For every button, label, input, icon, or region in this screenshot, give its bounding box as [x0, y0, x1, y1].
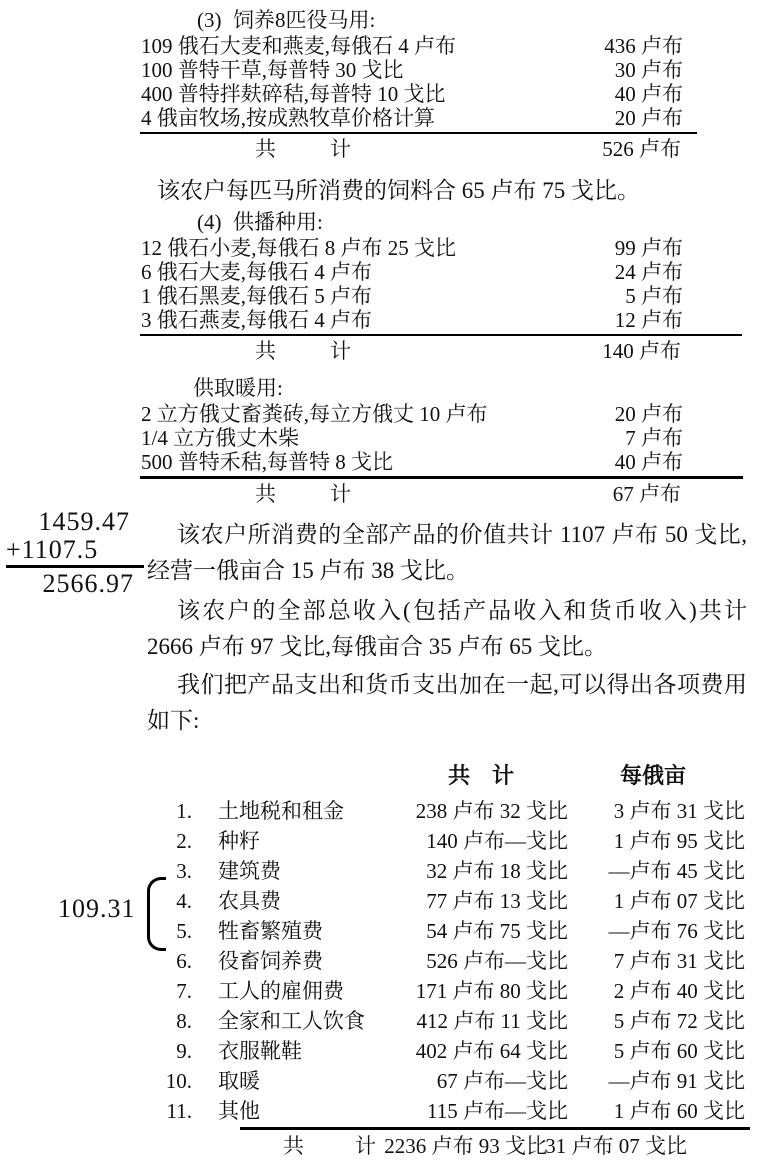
expense-per-dessiatine: 7 卢布 31 戈比 [613, 949, 745, 973]
table-row [0, 946, 759, 976]
section-number: (3) [197, 8, 222, 32]
grand-total-per-dessiatine: 31 卢布 07 戈比 [545, 1134, 687, 1158]
table-row [0, 402, 759, 426]
section-horse-feed [0, 6, 759, 164]
item-amount: 30 卢布 [614, 58, 683, 82]
table-row [0, 58, 759, 82]
table-row [0, 308, 759, 332]
total-label: 共 [255, 482, 276, 506]
table-row [0, 1066, 759, 1096]
total-row [0, 134, 759, 164]
line-item: 4 俄亩牧场,按成熟牧草价格计算 [141, 106, 435, 130]
row-number: 3. [176, 859, 192, 883]
total-label: 计 [355, 1134, 376, 1158]
table-row [0, 260, 759, 284]
section-seeds [0, 208, 759, 366]
grand-total-amount: 2236 卢布 93 戈比 [384, 1134, 547, 1158]
expense-total: 238 卢布 32 戈比 [415, 799, 568, 823]
row-number: 2. [176, 829, 192, 853]
expense-total: 402 卢布 64 戈比 [415, 1039, 568, 1063]
table-row [0, 34, 759, 58]
total-row [0, 479, 759, 509]
total-label: 共 [255, 137, 276, 161]
table-row [0, 450, 759, 474]
expense-per-dessiatine: 1 卢布 60 戈比 [613, 1099, 745, 1123]
expense-name: 其他 [218, 1099, 260, 1123]
line-item: 1/4 立方俄丈木柴 [141, 426, 300, 450]
row-number: 9. [176, 1039, 192, 1063]
margin-addend: 1459.47 [38, 507, 130, 536]
expense-per-dessiatine: —卢布 76 戈比 [608, 919, 745, 943]
expense-name: 衣服靴鞋 [218, 1039, 302, 1063]
table-row [0, 1036, 759, 1066]
expense-name: 牲畜繁殖费 [218, 919, 323, 943]
expense-total: 412 卢布 11 戈比 [416, 1009, 568, 1033]
expense-name: 建筑费 [218, 859, 281, 883]
line-item: 3 俄石燕麦,每俄石 4 卢布 [141, 308, 372, 332]
item-amount: 12 卢布 [614, 308, 683, 332]
column-header-total: 共 计 [448, 763, 515, 788]
item-amount: 7 卢布 [625, 426, 683, 450]
column-header-per-dessiatine: 每俄亩 [620, 763, 687, 788]
table-row [0, 1006, 759, 1036]
margin-addition-note [6, 508, 144, 598]
expense-summary-table [0, 762, 759, 1162]
paragraph-horse-feed: 该农户每匹马所消费的饲料合 65 卢布 75 戈比。 [157, 178, 640, 203]
table-row [0, 236, 759, 260]
expense-per-dessiatine: 1 卢布 95 戈比 [613, 829, 745, 853]
line-item: 12 俄石小麦,每俄石 8 卢布 25 戈比 [141, 236, 456, 260]
row-number: 7. [176, 979, 192, 1003]
table-row [0, 1096, 759, 1126]
total-amount: 526 卢布 [602, 137, 681, 161]
table-row [0, 976, 759, 1006]
item-amount: 40 卢布 [614, 450, 683, 474]
line-item: 100 普特干草,每普特 30 戈比 [141, 58, 404, 82]
table-row [0, 82, 759, 106]
line-item: 2 立方俄丈畜粪砖,每立方俄丈 10 卢布 [141, 402, 488, 426]
item-amount: 436 卢布 [604, 34, 683, 58]
expense-per-dessiatine: —卢布 45 戈比 [608, 859, 745, 883]
margin-sum-result: 2566.97 [42, 569, 134, 598]
table-row [0, 106, 759, 130]
item-amount: 99 卢布 [614, 236, 683, 260]
table-row [0, 426, 759, 450]
section-heading [0, 374, 759, 402]
row-number: 6. [176, 949, 192, 973]
table-row [0, 826, 759, 856]
total-label: 共 [283, 1134, 304, 1158]
expense-total: 77 卢布 13 戈比 [426, 889, 568, 913]
margin-number-note: 109.31 [58, 894, 136, 923]
table-row [0, 916, 759, 946]
expense-total: 526 卢布—戈比 [426, 949, 568, 973]
section-heading [0, 208, 759, 236]
section-title: 供播种用: [233, 210, 323, 234]
grand-total-row [0, 1130, 759, 1162]
table-row [0, 796, 759, 826]
expense-per-dessiatine: 2 卢布 40 戈比 [613, 979, 745, 1003]
item-amount: 24 卢布 [614, 260, 683, 284]
expense-total: 67 卢布—戈比 [436, 1069, 568, 1093]
row-number: 8. [176, 1009, 192, 1033]
expense-name: 取暖 [218, 1069, 260, 1093]
line-item: 500 普特禾秸,每普特 8 戈比 [141, 450, 393, 474]
total-amount: 140 卢布 [602, 339, 681, 363]
total-label: 共 [255, 339, 276, 363]
expense-name: 种籽 [218, 829, 260, 853]
row-number: 1. [176, 799, 192, 823]
expense-name: 土地税和租金 [218, 799, 344, 823]
section-heating [0, 374, 759, 509]
item-amount: 40 卢布 [614, 82, 683, 106]
total-label: 计 [330, 137, 351, 161]
expense-name: 役畜饲养费 [218, 949, 323, 973]
total-row [0, 336, 759, 366]
table-row [0, 856, 759, 886]
row-number: 4. [176, 889, 192, 913]
section-title: 供取暖用: [193, 376, 283, 400]
total-amount: 67 卢布 [612, 482, 681, 506]
expense-per-dessiatine: 3 卢布 31 戈比 [613, 799, 745, 823]
row-number: 5. [176, 919, 192, 943]
paragraph-product-value: 该农户所消费的全部产品的价值共计 1107 卢布 50 戈比,经营一俄亩合 15 卢布 38 戈比。 [147, 522, 747, 583]
expense-per-dessiatine: 5 卢布 72 戈比 [613, 1009, 745, 1033]
expense-per-dessiatine: —卢布 91 戈比 [608, 1069, 745, 1093]
expense-total: 140 卢布—戈比 [426, 829, 568, 853]
line-item: 109 俄石大麦和燕麦,每俄石 4 卢布 [141, 34, 456, 58]
expense-total: 171 卢布 80 戈比 [415, 979, 568, 1003]
line-item: 1 俄石黑麦,每俄石 5 卢布 [141, 284, 372, 308]
expense-name: 工人的雇佣费 [218, 979, 344, 1003]
margin-addend: +1107.5 [6, 536, 144, 568]
item-amount: 20 卢布 [614, 402, 683, 426]
row-number: 10. [165, 1069, 192, 1093]
paragraph-expense-intro: 我们把产品支出和货币支出加在一起,可以得出各项费用如下: [147, 672, 747, 733]
expense-total: 115 卢布—戈比 [427, 1099, 568, 1123]
expense-name: 农具费 [218, 889, 281, 913]
expense-total: 32 卢布 18 戈比 [426, 859, 568, 883]
table-row [0, 284, 759, 308]
item-amount: 5 卢布 [625, 284, 683, 308]
section-number: (4) [197, 210, 222, 234]
section-heading [0, 6, 759, 34]
row-number: 11. [166, 1099, 192, 1123]
table-header-row [0, 762, 759, 796]
expense-per-dessiatine: 1 卢布 07 戈比 [613, 889, 745, 913]
expense-total: 54 卢布 75 戈比 [426, 919, 568, 943]
total-label: 计 [330, 482, 351, 506]
line-item: 6 俄石大麦,每俄石 4 卢布 [141, 260, 372, 284]
item-amount: 20 卢布 [614, 106, 683, 130]
line-item: 400 普特拌麸碎秸,每普特 10 戈比 [141, 82, 446, 106]
paragraph-total-income: 该农户的全部总收入(包括产品收入和货币收入)共计 2666 卢布 97 戈比,每俄亩合 35 卢布 65 戈比。 [147, 598, 747, 659]
expense-per-dessiatine: 5 卢布 60 戈比 [613, 1039, 745, 1063]
total-label: 计 [330, 339, 351, 363]
section-title: 饲养8匹役马用: [233, 8, 376, 32]
table-row [0, 886, 759, 916]
expense-name: 全家和工人饮食 [218, 1009, 365, 1033]
